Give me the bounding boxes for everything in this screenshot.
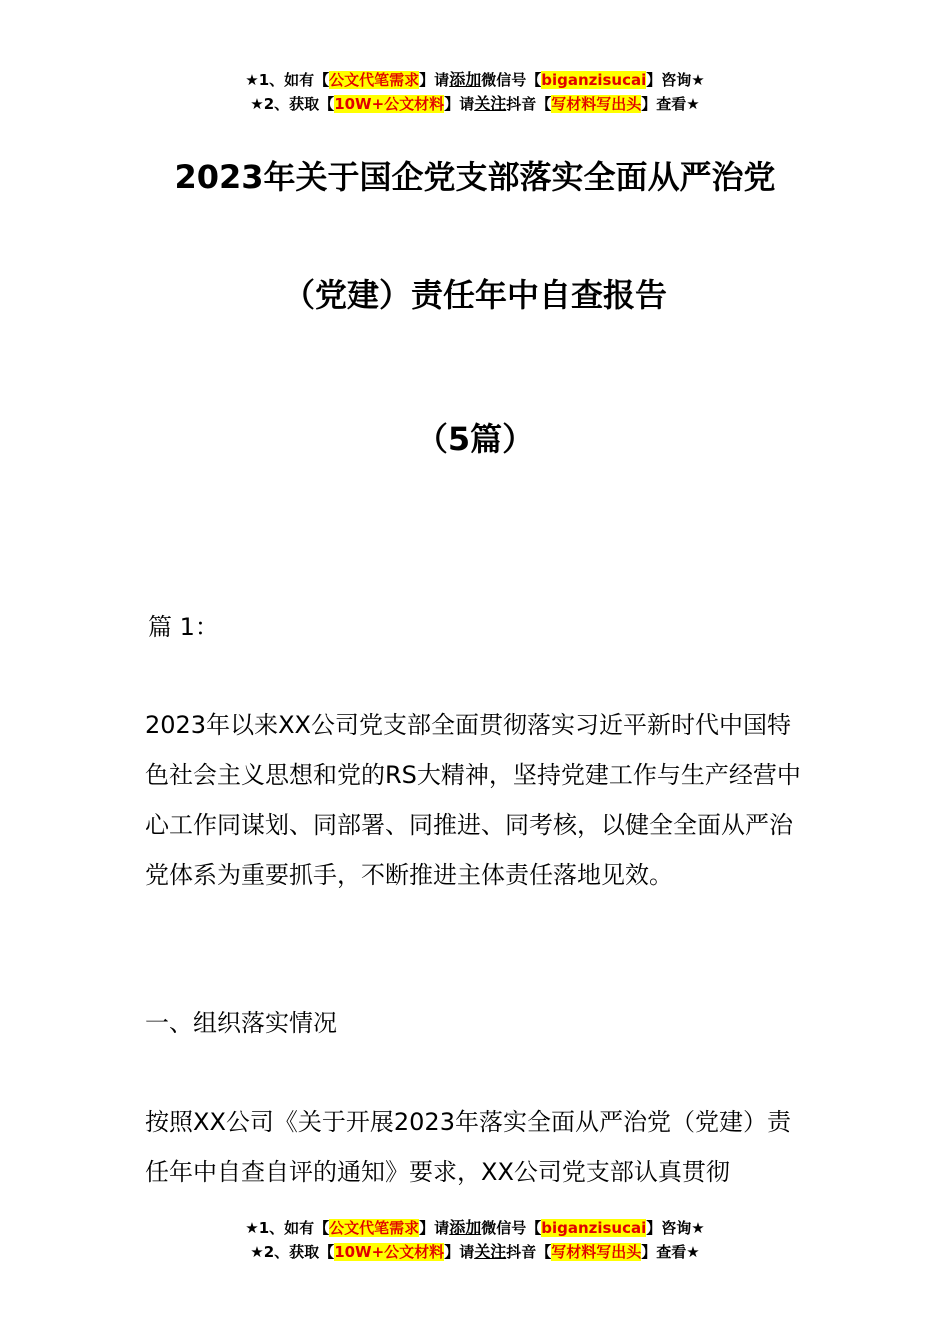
banner-emphasis: 添加 [449,70,482,89]
banner-highlight: biganzisucai [541,1219,647,1237]
banner-text: 抖音【 [506,95,552,113]
banner-text: 】请 [444,95,475,113]
header-banner [0,68,950,116]
banner-emphasis: 关注 [474,94,507,113]
banner-text: 微信号【 [481,1219,542,1237]
banner-highlight: 10W+公文材料 [334,1243,445,1261]
banner-text: ★1、如有【 [245,1219,330,1237]
document-title-line-2: （党建）责任年中自查报告 [282,276,667,314]
banner-highlight: 10W+公文材料 [334,95,445,113]
banner-emphasis: 添加 [449,1218,482,1237]
banner-text: 】请 [444,1243,475,1261]
banner-line-1 [0,1216,950,1240]
banner-text: ★1、如有【 [245,71,330,89]
paragraph-intro: 2023年以来XX公司党支部全面贯彻落实习近平新时代中国特色社会主义思想和党的RS大精神，坚持党建工作与生产经营中心工作同谋划、同部署、同推进、同考核，以健全全面从严治党体系为重要抓手，不断推进主体责任落地见效。 [145,711,801,889]
document-title-line-1: 2023年关于国企党支部落实全面从严治党 [174,158,776,196]
footer-banner [0,1216,950,1264]
banner-emphasis: 关注 [474,1242,507,1261]
banner-text: 】请 [419,71,450,89]
banner-highlight: 写材料写出头 [551,1243,642,1261]
banner-highlight: 写材料写出头 [551,95,642,113]
section-label: 篇 1： [148,613,219,641]
banner-text: 】咨询★ [646,71,705,89]
banner-text: 】查看★ [641,1243,700,1261]
banner-line-2 [0,1240,950,1264]
banner-text: 】请 [419,1219,450,1237]
banner-highlight: biganzisucai [541,71,647,89]
section-heading: 一、组织落实情况 [145,1009,337,1037]
banner-text: ★2、获取【 [250,1243,335,1261]
banner-text: 抖音【 [506,1243,552,1261]
banner-highlight: 公文代笔需求 [329,1219,420,1237]
banner-highlight: 公文代笔需求 [329,71,420,89]
banner-text: ★2、获取【 [250,95,335,113]
banner-line-1 [0,68,950,92]
document-title-line-3: （5篇） [415,420,535,458]
paragraph-body: 按照XX公司《关于开展2023年落实全面从严治党（党建）责任年中自查自评的通知》要求，XX公司党支部认真贯彻 [145,1108,791,1186]
banner-text: 】查看★ [641,95,700,113]
banner-text: 】咨询★ [646,1219,705,1237]
banner-line-2 [0,92,950,116]
banner-text: 微信号【 [481,71,542,89]
